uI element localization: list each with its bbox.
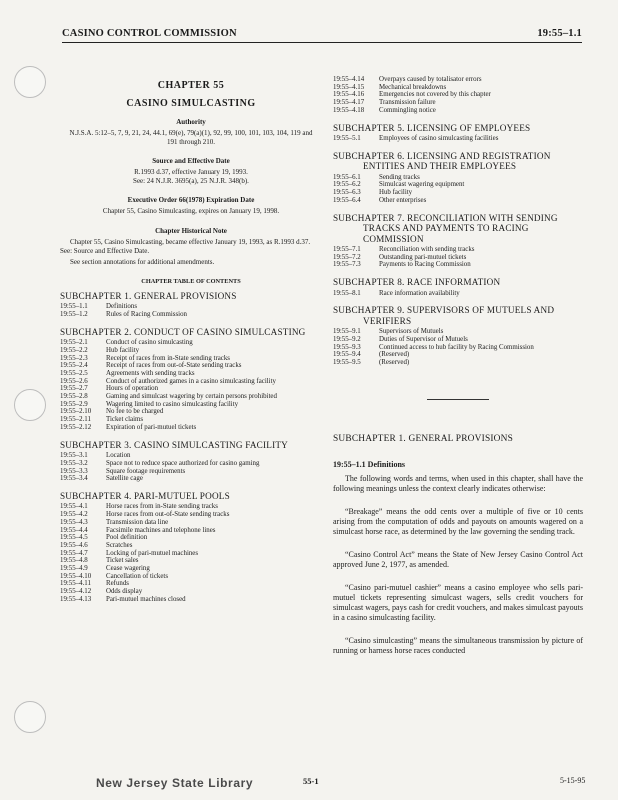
toc-subchapter-heading: SUBCHAPTER 3. CASINO SIMULCASTING FACILITY	[60, 439, 288, 450]
toc-entry-title: Outstanding pari-mutuel tickets	[379, 253, 467, 261]
section-heading: 19:55–1.1 Definitions	[333, 459, 405, 469]
toc-subchapter-list	[60, 339, 322, 431]
toc-entry-title: Mechanical breakdowns	[379, 83, 447, 91]
toc-entry	[333, 197, 583, 205]
toc-entry	[60, 519, 322, 527]
toc-entry-title: Agreements with sending tracks	[106, 369, 195, 377]
toc-entry-title: Conduct of casino simulcasting	[106, 339, 193, 347]
toc-entry-title: Rules of Racing Commission	[106, 310, 187, 318]
toc-entry-number: 19:55–7.1	[333, 246, 361, 254]
toc-entry-title: Satellite cage	[106, 475, 143, 483]
toc-entry-title: (Reserved)	[379, 359, 410, 367]
toc-entry	[60, 362, 322, 370]
toc-entry-title: Refunds	[106, 580, 129, 588]
toc-entry-title: Conduct of authorized games in a casino simulcasting facility	[106, 377, 276, 385]
body-paragraph: “Casino simulcasting” means the simultaneous transmission by picture of running or harness horse races conducted	[333, 635, 583, 655]
toc-entry-title: Receipt of races from in-State sending tracks	[106, 354, 230, 362]
toc-entry-number: 19:55–2.5	[60, 369, 88, 377]
toc-entry-number: 19:55–2.9	[60, 400, 88, 408]
toc-entry-number: 19:55–6.1	[333, 173, 361, 181]
toc-entry	[60, 303, 322, 311]
toc-entry	[333, 84, 583, 92]
toc-entry-number: 19:55–4.14	[333, 76, 365, 83]
toc-subchapter-heading: SUBCHAPTER 2. CONDUCT OF CASINO SIMULCASTING	[60, 326, 306, 337]
toc-entry-title: Horse races from in-State sending tracks	[106, 503, 218, 511]
toc-subchapter-list	[333, 290, 583, 298]
header-rule	[62, 42, 582, 43]
toc-entry-number: 19:55–4.15	[333, 83, 365, 91]
toc-continuation	[333, 76, 583, 115]
toc-entry	[60, 565, 322, 573]
body-paragraph: “Casino Control Act” means the State of New Jersey Casino Control Act approved June 2, 1977, as amended.	[333, 549, 583, 569]
toc-entry	[60, 596, 322, 604]
toc-entry-number: 19:55–4.16	[333, 91, 365, 99]
toc-entry-number: 19:55–4.13	[60, 595, 92, 603]
toc-entry-title: Cease wagering	[106, 565, 150, 573]
toc-entry	[333, 290, 583, 298]
toc-entry	[60, 527, 322, 535]
toc-entry	[333, 351, 583, 359]
toc-entry-number: 19:55–2.12	[60, 423, 92, 431]
body-paragraph: The following words and terms, when used in this chapter, shall have the following meanings unless the context clearly indicates otherwise:	[333, 473, 583, 493]
toc-entry	[333, 336, 583, 344]
toc-entry-number: 19:55–2.2	[60, 346, 88, 354]
toc-entry	[60, 580, 322, 588]
toc-entry-number: 19:55–7.2	[333, 253, 361, 261]
toc-entry-title: Odds display	[106, 588, 143, 596]
toc-entry-number: 19:55–2.6	[60, 377, 88, 385]
toc-entry-number: 19:55–7.3	[333, 261, 361, 269]
toc-subchapter-list	[60, 303, 322, 318]
toc-entry-title: Hub facility	[379, 189, 413, 197]
toc-entry-title: Expiration of pari-mutuel tickets	[106, 423, 197, 431]
body-text	[333, 474, 583, 656]
toc-entry	[60, 475, 322, 483]
source-heading: Source and Effective Date	[152, 157, 230, 166]
toc-entry	[333, 135, 583, 143]
toc-entry-number: 19:55–4.4	[60, 526, 88, 534]
toc-subchapter-heading: SUBCHAPTER 5. LICENSING OF EMPLOYEES	[333, 122, 531, 133]
toc-entry	[333, 189, 583, 197]
toc-entry	[333, 174, 583, 182]
toc-subchapter-list	[60, 503, 322, 603]
toc-entry-title: Commingling notice	[379, 106, 436, 114]
toc-entry-title: Pool definition	[106, 534, 148, 542]
authority-text: N.J.S.A. 5:12–5, 7, 9, 21, 24, 44.1, 69(e), 79(a)(1), 92, 99, 100, 101, 103, 104, 119 and 191 through 210.	[69, 129, 313, 146]
toc-subchapter-heading: SUBCHAPTER 9. SUPERVISORS OF MUTUELS AND VERIFIERS	[333, 305, 555, 326]
toc-entry-number: 19:55–9.1	[333, 328, 361, 336]
body-subchapter-heading: SUBCHAPTER 1. GENERAL PROVISIONS	[333, 433, 514, 444]
toc-entry-title: Hub facility	[106, 346, 140, 354]
toc-entry-title: Simulcast wagering equipment	[379, 181, 465, 189]
toc-entry-title: Transmission failure	[379, 99, 436, 107]
source-line: R.1993 d.37, effective January 19, 1993.	[134, 168, 248, 177]
toc-entry-title: Location	[106, 452, 131, 460]
toc-subchapter-list	[60, 452, 322, 483]
toc-entry-title: Ticket claims	[106, 416, 144, 424]
toc-entry-number: 19:55–4.18	[333, 106, 365, 114]
toc-subchapter-list	[333, 246, 583, 269]
toc-entry-number: 19:55–4.3	[60, 518, 88, 526]
toc-entry	[60, 401, 322, 409]
page-number: 55-1	[303, 776, 319, 786]
toc-entry-title: Reconciliation with sending tracks	[379, 246, 475, 254]
toc-entry-title: Employees of casino simulcasting facilities	[379, 135, 499, 143]
toc-entry	[60, 311, 322, 319]
toc-entry	[333, 99, 583, 107]
toc-entry	[60, 355, 322, 363]
toc-entry	[60, 460, 322, 468]
toc-entry-title: No fee to be charged	[106, 408, 164, 416]
binder-hole	[14, 66, 46, 98]
toc-entry	[333, 359, 583, 367]
toc-entry	[333, 107, 583, 115]
toc-entry-number: 19:55–9.3	[333, 343, 361, 351]
toc-subchapter-list	[333, 174, 583, 205]
toc-entry-number: 19:55–8.1	[333, 289, 361, 297]
toc-entry-number: 19:55–4.7	[60, 549, 88, 557]
toc-entry	[60, 452, 322, 460]
toc-entry	[60, 557, 322, 565]
toc-entry	[60, 416, 322, 424]
toc-entry-number: 19:55–4.1	[60, 503, 88, 511]
toc-entry	[333, 76, 583, 84]
toc-left	[60, 291, 322, 604]
toc-entry	[333, 181, 583, 189]
source-line: See: 24 N.J.R. 3695(a), 25 N.J.R. 348(b).	[133, 176, 249, 185]
toc-heading: CHAPTER TABLE OF CONTENTS	[141, 277, 241, 285]
toc-entry-title: Cancellation of tickets	[106, 572, 168, 580]
historical-note-heading: Chapter Historical Note	[155, 226, 227, 235]
toc-entry-title: Horse races from out-of-State sending tracks	[106, 511, 230, 519]
authority-heading: Authority	[176, 118, 206, 126]
toc-entry-title: Scratches	[106, 541, 133, 549]
toc-entry	[60, 347, 322, 355]
toc-entry-title: Duties of Supervisor of Mutuels	[379, 336, 468, 344]
binder-hole	[14, 389, 46, 421]
toc-entry-number: 19:55–5.1	[333, 135, 361, 143]
toc-entry-title: Space not to reduce space authorized for casino gaming	[106, 459, 260, 467]
header-title: CASINO CONTROL COMMISSION	[62, 28, 237, 39]
toc-entry	[60, 408, 322, 416]
toc-entry-number: 19:55–2.8	[60, 393, 88, 401]
toc-subchapter-heading: SUBCHAPTER 4. PARI-MUTUEL POOLS	[60, 490, 230, 501]
toc-entry	[60, 542, 322, 550]
toc-entry-number: 19:55–9.2	[333, 336, 361, 344]
toc-entry-title: Definitions	[106, 303, 138, 311]
toc-entry	[60, 550, 322, 558]
toc-entry-title: Facsimile machines and telephone lines	[106, 526, 216, 534]
toc-entry-number: 19:55–1.1	[60, 303, 88, 311]
toc-entry-number: 19:55–1.2	[60, 310, 88, 318]
toc-subchapter-heading: SUBCHAPTER 7. RECONCILIATION WITH SENDING TRACKS AND PAYMENTS TO RACING COMMISSION	[333, 212, 558, 244]
toc-entry-title: Hours of operation	[106, 385, 159, 393]
toc-subchapter-heading: SUBCHAPTER 8. RACE INFORMATION	[333, 277, 501, 288]
toc-entry-number: 19:55–3.1	[60, 452, 88, 460]
toc-entry-number: 19:55–9.4	[333, 351, 361, 359]
toc-entry-title: Gaming and simulcast wagering by certain persons prohibited	[106, 393, 277, 401]
toc-entry-title: Wagering limited to casino simulcasting facility	[106, 400, 239, 408]
toc-entry-number: 19:55–3.3	[60, 467, 88, 475]
library-stamp: New Jersey State Library	[96, 776, 254, 790]
toc-entry	[60, 378, 322, 386]
toc-entry-number: 19:55–3.2	[60, 459, 88, 467]
toc-entry	[60, 385, 322, 393]
toc-entry-number: 19:55–2.7	[60, 385, 88, 393]
toc-entry-number: 19:55–4.9	[60, 565, 88, 573]
running-header	[62, 28, 582, 39]
chapter-name: CASINO SIMULCASTING	[126, 98, 256, 109]
toc-entry	[333, 91, 583, 99]
toc-entry-title: Square footage requirements	[106, 467, 186, 475]
toc-entry-number: 19:55–6.3	[333, 189, 361, 197]
toc-entry	[60, 393, 322, 401]
toc-subchapter-heading: SUBCHAPTER 1. GENERAL PROVISIONS	[60, 290, 237, 301]
body-paragraph: “Breakage” means the odd cents over a multiple of five or 10 cents arising from the computation of odds and payouts on amounts wagered on a simulcast horse race, as determined by the law governing the sending track.	[333, 506, 583, 536]
toc-entry	[60, 588, 322, 596]
toc-entry	[60, 468, 322, 476]
toc-entry-title: Other enterprises	[379, 196, 427, 204]
toc-entry-title: (Reserved)	[379, 351, 410, 359]
toc-entry-number: 19:55–2.1	[60, 339, 88, 347]
toc-entry-number: 19:55–4.12	[60, 588, 92, 596]
toc-entry-title: Locking of pari-mutuel machines	[106, 549, 199, 557]
toc-entry	[60, 370, 322, 378]
toc-entry-title: Emergencies not covered by this chapter	[379, 91, 491, 99]
toc-entry	[60, 573, 322, 581]
historical-note-text: Chapter 55, Casino Simulcasting, became effective January 19, 1993, as R.1993 d.37. See: Source and Effective Date.	[60, 237, 311, 255]
revision-date: 5-15-95	[560, 776, 586, 785]
toc-entry-title: Ticket sales	[106, 557, 139, 565]
toc-entry-number: 19:55–4.5	[60, 534, 88, 542]
toc-subchapter-heading: SUBCHAPTER 6. LICENSING AND REGISTRATION ENTITIES AND THEIR EMPLOYEES	[333, 150, 551, 172]
expiration-heading: Executive Order 66(1978) Expiration Date	[127, 196, 255, 205]
header-section-number: 19:55–1.1	[537, 28, 582, 39]
toc-entry-title: Overpays caused by totalisator errors	[379, 76, 482, 83]
right-column	[333, 76, 583, 669]
chapter-title: CHAPTER 55	[157, 80, 225, 91]
toc-subchapter-list	[333, 135, 583, 143]
toc-entry-number: 19:55–9.5	[333, 359, 361, 367]
toc-entry-title: Receipt of races from out-of-State sending tracks	[106, 362, 242, 370]
toc-entry-number: 19:55–6.4	[333, 196, 361, 204]
toc-entry-number: 19:55–4.11	[60, 580, 91, 588]
toc-entry	[333, 328, 583, 336]
toc-entry-number: 19:55–6.2	[333, 181, 361, 189]
toc-entry-title: Sending tracks	[379, 173, 420, 181]
toc-subchapter-list	[333, 328, 583, 367]
binder-hole	[14, 701, 46, 733]
toc-entry-title: Payments to Racing Commission	[379, 261, 471, 269]
toc-entry-number: 19:55–4.6	[60, 541, 88, 549]
toc-entry-number: 19:55–2.10	[60, 408, 92, 416]
toc-entry	[60, 339, 322, 347]
body-paragraph: “Casino pari-mutuel cashier” means a casino employee who sells pari-mutuel tickets representing simulcast wagers, sells credit vouchers for simulcast wagers, pays cash for credit vouchers, and makes simulcast payouts in a casino simulcasting facility.	[333, 582, 583, 622]
left-column	[60, 74, 322, 612]
toc-entry-title: Continued access to hub facility by Racing Commission	[379, 343, 534, 351]
toc-entry	[333, 261, 583, 269]
toc-entry-number: 19:55–4.8	[60, 557, 88, 565]
toc-entry-number: 19:55–2.3	[60, 354, 88, 362]
toc-entry-number: 19:55–4.10	[60, 572, 92, 580]
toc-entry-number: 19:55–4.2	[60, 511, 88, 519]
historical-note-see: See section annotations for additional amendments.	[70, 258, 215, 267]
toc-entry-title: Supervisors of Mutuels	[379, 328, 444, 336]
toc-entry	[333, 246, 583, 254]
toc-entry	[60, 511, 322, 519]
toc-entry	[60, 534, 322, 542]
toc-entry	[60, 424, 322, 432]
section-divider	[427, 399, 489, 400]
toc-entry-number: 19:55–2.11	[60, 416, 91, 424]
toc-entry	[333, 344, 583, 352]
toc-entry	[333, 254, 583, 262]
toc-right	[333, 123, 583, 367]
toc-entry-title: Pari-mutuel machines closed	[106, 595, 186, 603]
expiration-text: Chapter 55, Casino Simulcasting, expires on January 19, 1998.	[102, 207, 280, 216]
toc-entry-number: 19:55–2.4	[60, 362, 88, 370]
toc-entry	[60, 503, 322, 511]
toc-entry-title: Transmission data line	[106, 518, 169, 526]
toc-entry-number: 19:55–3.4	[60, 475, 88, 483]
toc-entry-number: 19:55–4.17	[333, 99, 365, 107]
toc-entry-title: Race information availability	[379, 289, 460, 297]
